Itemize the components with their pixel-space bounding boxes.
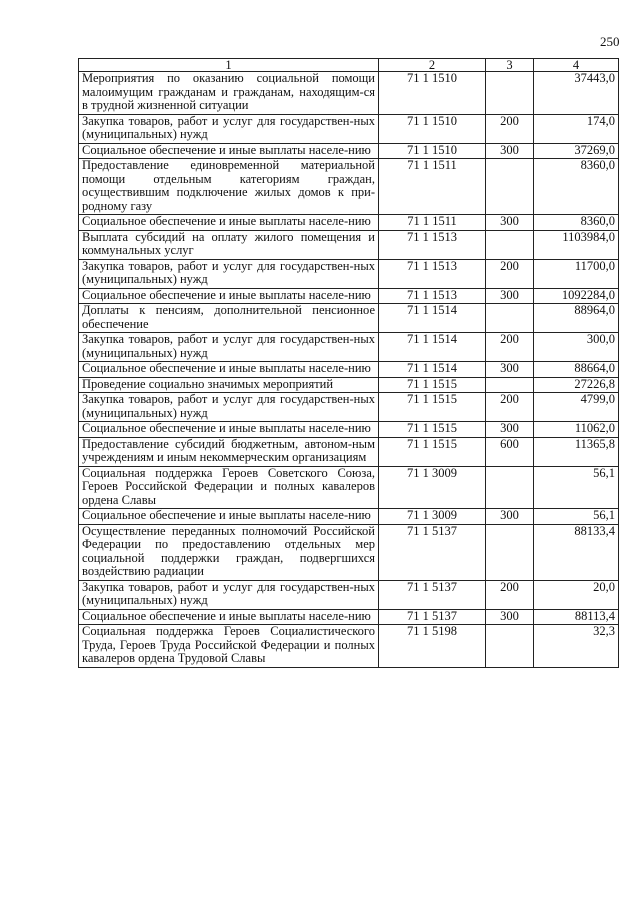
table-row (79, 143, 619, 159)
row-code-cell: 71 1 5137 (379, 580, 486, 609)
row-code-cell: 71 1 1514 (379, 304, 486, 333)
row-amount-cell: 88964,0 (534, 304, 619, 333)
row-name-cell: Осуществление переданных полномочий Российской Федерации по предоставлению отдельных мер социальной поддержки граждан, подвергшихся воздействию радиации (79, 524, 379, 580)
row-expense-type-cell: 300 (486, 288, 534, 304)
row-name-cell: Социальное обеспечение и иные выплаты населе-нию (79, 422, 379, 438)
row-expense-type-cell: 300 (486, 215, 534, 231)
row-amount-cell: 88664,0 (534, 362, 619, 378)
row-name-cell: Предоставление субсидий бюджетным, автоном-ным учреждениям и иным некоммерческим организациям (79, 437, 379, 466)
row-expense-type-cell (486, 625, 534, 668)
table-row (79, 377, 619, 393)
row-amount-cell: 20,0 (534, 580, 619, 609)
row-code-cell: 71 1 5137 (379, 609, 486, 625)
row-code-cell: 71 1 1515 (379, 393, 486, 422)
row-amount-cell: 8360,0 (534, 159, 619, 215)
row-amount-cell: 11062,0 (534, 422, 619, 438)
row-expense-type-cell: 200 (486, 259, 534, 288)
table-body (79, 72, 619, 668)
table-row (79, 114, 619, 143)
row-name-cell: Мероприятия по оказанию социальной помощи малоимущим гражданам и гражданам, находящим-ся в трудной жизненной ситуации (79, 72, 379, 115)
table-row (79, 230, 619, 259)
row-expense-type-cell (486, 466, 534, 509)
row-amount-cell: 88113,4 (534, 609, 619, 625)
row-amount-cell: 88133,4 (534, 524, 619, 580)
row-expense-type-cell (486, 377, 534, 393)
table-row (79, 304, 619, 333)
row-name-cell: Закупка товаров, работ и услуг для государствен-ных (муниципальных) нужд (79, 333, 379, 362)
row-amount-cell: 37443,0 (534, 72, 619, 115)
row-amount-cell: 1103984,0 (534, 230, 619, 259)
table-row (79, 422, 619, 438)
row-amount-cell: 37269,0 (534, 143, 619, 159)
row-code-cell: 71 1 1513 (379, 288, 486, 304)
row-amount-cell: 56,1 (534, 466, 619, 509)
row-name-cell: Выплата субсидий на оплату жилого помещения и коммунальных услуг (79, 230, 379, 259)
row-code-cell: 71 1 1515 (379, 422, 486, 438)
row-name-cell: Закупка товаров, работ и услуг для государствен-ных (муниципальных) нужд (79, 259, 379, 288)
header-row (79, 59, 619, 72)
row-amount-cell: 11365,8 (534, 437, 619, 466)
row-expense-type-cell: 200 (486, 333, 534, 362)
row-name-cell: Социальное обеспечение и иные выплаты населе-нию (79, 609, 379, 625)
row-amount-cell: 11700,0 (534, 259, 619, 288)
row-code-cell: 71 1 3009 (379, 466, 486, 509)
row-code-cell: 71 1 1514 (379, 362, 486, 378)
row-name-cell: Доплаты к пенсиям, дополнительной пенсионное обеспечение (79, 304, 379, 333)
row-name-cell: Социальное обеспечение и иные выплаты населе-нию (79, 509, 379, 525)
row-expense-type-cell: 200 (486, 393, 534, 422)
header-col-3: 3 (486, 59, 534, 72)
row-amount-cell: 4799,0 (534, 393, 619, 422)
row-name-cell: Социальная поддержка Героев Социалистического Труда, Героев Труда Российской Федерации и полных кавалеров ордена Трудовой Славы (79, 625, 379, 668)
row-code-cell: 71 1 1511 (379, 159, 486, 215)
row-amount-cell: 32,3 (534, 625, 619, 668)
row-expense-type-cell (486, 230, 534, 259)
row-amount-cell: 56,1 (534, 509, 619, 525)
table-row (79, 580, 619, 609)
row-expense-type-cell: 300 (486, 422, 534, 438)
row-name-cell: Социальное обеспечение и иные выплаты населе-нию (79, 362, 379, 378)
row-name-cell: Социальное обеспечение и иные выплаты населе-нию (79, 288, 379, 304)
row-expense-type-cell: 300 (486, 609, 534, 625)
row-expense-type-cell (486, 72, 534, 115)
table-row (79, 288, 619, 304)
row-code-cell: 71 1 1513 (379, 230, 486, 259)
row-code-cell: 71 1 1511 (379, 215, 486, 231)
table-row (79, 259, 619, 288)
row-name-cell: Закупка товаров, работ и услуг для государствен-ных (муниципальных) нужд (79, 393, 379, 422)
row-code-cell: 71 1 1514 (379, 333, 486, 362)
row-expense-type-cell: 300 (486, 509, 534, 525)
table-row (79, 393, 619, 422)
row-expense-type-cell: 300 (486, 143, 534, 159)
page-number: 250 (600, 34, 620, 49)
table-row (79, 215, 619, 231)
row-code-cell: 71 1 1515 (379, 377, 486, 393)
row-amount-cell: 174,0 (534, 114, 619, 143)
row-expense-type-cell (486, 304, 534, 333)
row-code-cell: 71 1 1515 (379, 437, 486, 466)
table-row (79, 524, 619, 580)
row-name-cell: Социальное обеспечение и иные выплаты населе-нию (79, 215, 379, 231)
table-row (79, 437, 619, 466)
table-row (79, 362, 619, 378)
table-row (79, 625, 619, 668)
row-expense-type-cell: 300 (486, 362, 534, 378)
row-code-cell: 71 1 5137 (379, 524, 486, 580)
header-col-2: 2 (379, 59, 486, 72)
row-expense-type-cell: 200 (486, 580, 534, 609)
row-name-cell: Проведение социально значимых мероприятий (79, 377, 379, 393)
row-expense-type-cell (486, 524, 534, 580)
row-code-cell: 71 1 5198 (379, 625, 486, 668)
row-code-cell: 71 1 1513 (379, 259, 486, 288)
row-name-cell: Социальная поддержка Героев Советского Союза, Героев Российской Федерации и полных кавалеров ордена Славы (79, 466, 379, 509)
table-row (79, 609, 619, 625)
row-code-cell: 71 1 1510 (379, 114, 486, 143)
table-row (79, 509, 619, 525)
row-amount-cell: 8360,0 (534, 215, 619, 231)
table-row (79, 72, 619, 115)
row-expense-type-cell: 200 (486, 114, 534, 143)
table-row (79, 333, 619, 362)
row-name-cell: Социальное обеспечение и иные выплаты населе-нию (79, 143, 379, 159)
row-code-cell: 71 1 1510 (379, 143, 486, 159)
row-amount-cell: 300,0 (534, 333, 619, 362)
row-expense-type-cell (486, 159, 534, 215)
table-row (79, 466, 619, 509)
header-col-4: 4 (534, 59, 619, 72)
row-name-cell: Закупка товаров, работ и услуг для государствен-ных (муниципальных) нужд (79, 114, 379, 143)
row-amount-cell: 1092284,0 (534, 288, 619, 304)
budget-table (78, 58, 619, 668)
table-row (79, 159, 619, 215)
header-col-1: 1 (79, 59, 379, 72)
row-code-cell: 71 1 3009 (379, 509, 486, 525)
row-code-cell: 71 1 1510 (379, 72, 486, 115)
row-amount-cell: 27226,8 (534, 377, 619, 393)
row-expense-type-cell: 600 (486, 437, 534, 466)
row-name-cell: Закупка товаров, работ и услуг для государствен-ных (муниципальных) нужд (79, 580, 379, 609)
row-name-cell: Предоставление единовременной материальной помощи отдельным категориям граждан, осуществившим подключение жилых домов к при-родному газу (79, 159, 379, 215)
